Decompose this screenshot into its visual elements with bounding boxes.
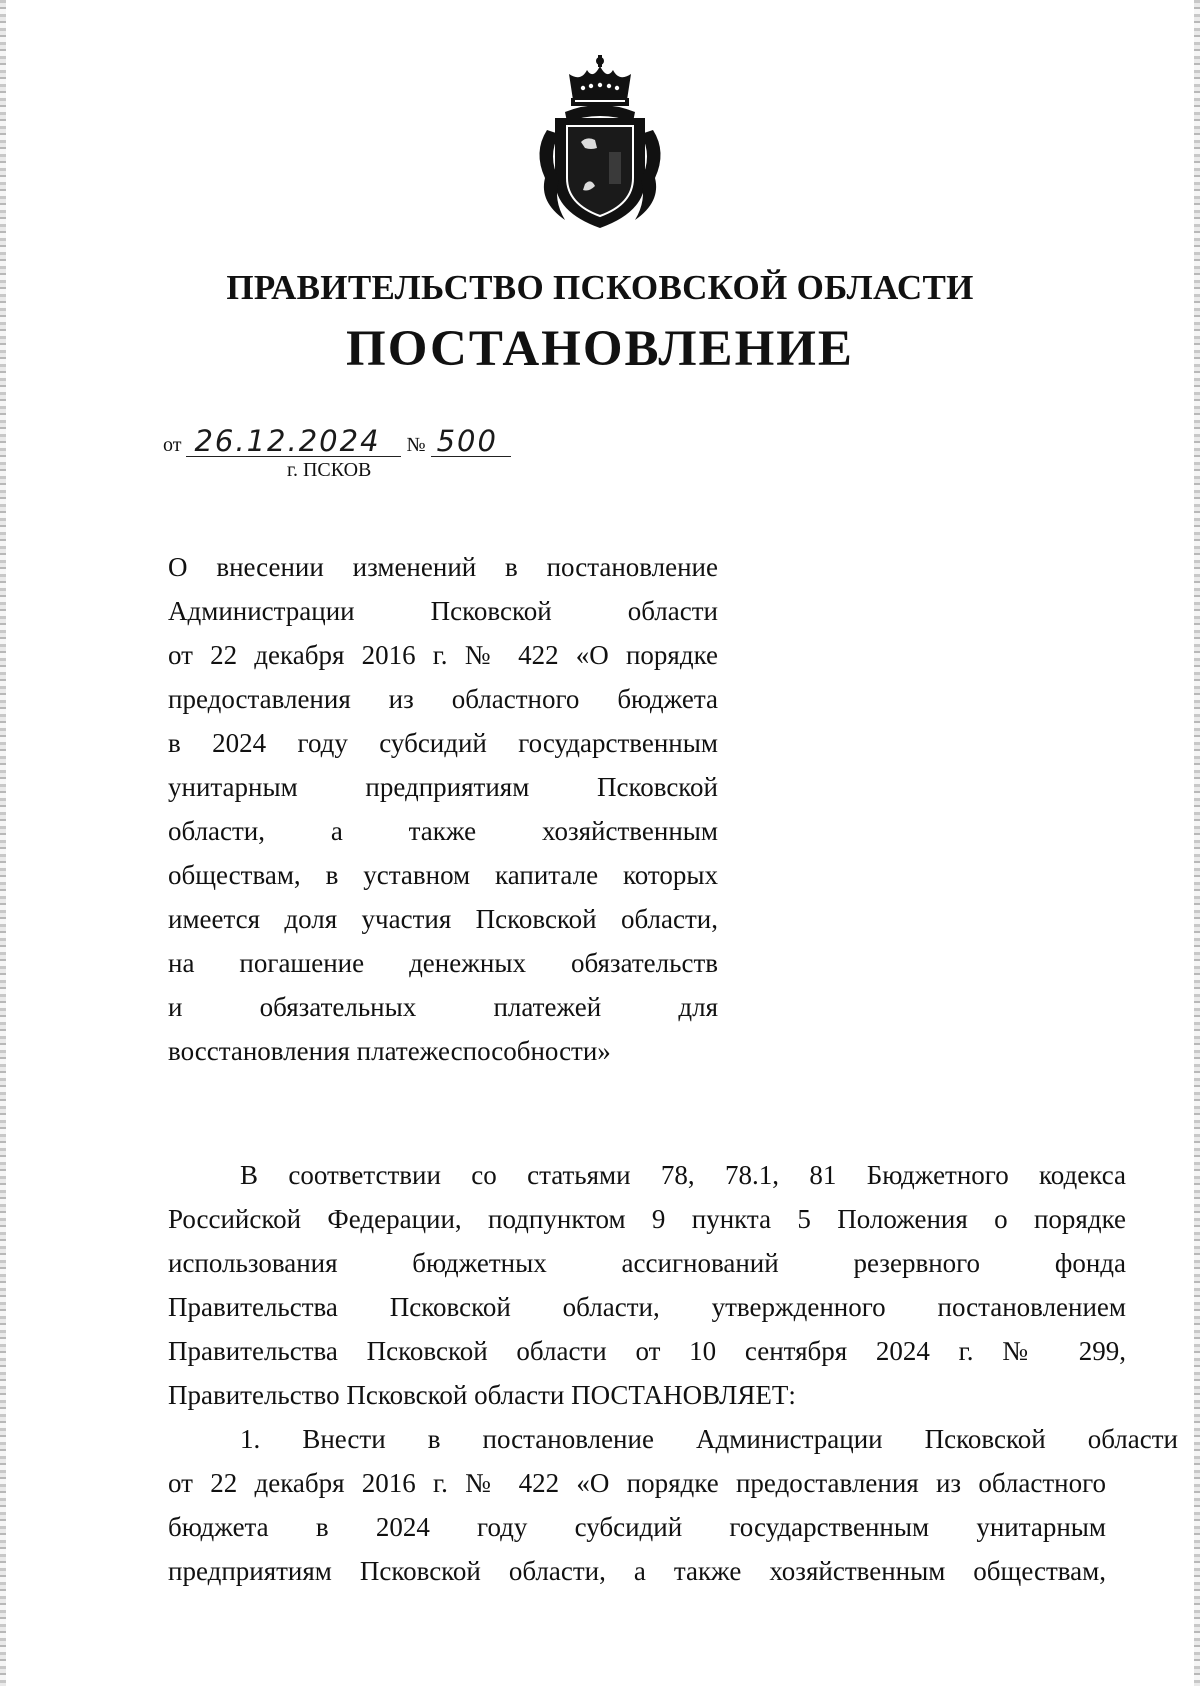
subject-line: обществам, в уставном капитале которых (168, 860, 718, 890)
subject-line: предоставления из областного бюджета (168, 684, 718, 714)
handwritten-number: 500 (431, 426, 511, 457)
subject-block (168, 545, 718, 1073)
body-line: использования бюджетных ассигнований резервного фонда (168, 1248, 1126, 1278)
number-label: № (406, 434, 426, 456)
scan-edge-right (1194, 0, 1200, 1686)
subject-line: О внесении изменений в постановление (168, 552, 718, 582)
body-line: предприятиям Псковской области, а также хозяйственным обществам, (168, 1556, 1106, 1586)
government-title: ПРАВИТЕЛЬСТВО ПСКОВСКОЙ ОБЛАСТИ (226, 268, 974, 307)
subject-line: на погашение денежных обязательств (168, 948, 718, 978)
body-line: В соответствии со статьями 78, 78.1, 81 Бюджетного кодекса (240, 1160, 1126, 1190)
body-line: Правительства Псковской области, утвержденного постановлением (168, 1292, 1126, 1322)
document-type-title: ПОСТАНОВЛЕНИЕ (346, 321, 854, 377)
from-label: от (163, 434, 182, 456)
coat-of-arms-icon (525, 52, 675, 234)
subject-line: имеется доля участия Псковской области, (168, 904, 718, 934)
scan-edge-left (0, 0, 6, 1686)
subject-line: области, а также хозяйственным (168, 816, 718, 846)
body-line: 1. Внести в постановление Администрации Псковской области (240, 1424, 1178, 1454)
body-line: бюджета в 2024 году субсидий государственным унитарным (168, 1512, 1106, 1542)
subject-line: в 2024 году субсидий государственным (168, 728, 718, 758)
body-text (168, 1153, 1178, 1593)
handwritten-date: 26.12.2024 (186, 426, 401, 457)
subject-line: и обязательных платежей для (168, 992, 718, 1022)
subject-line: унитарным предприятиям Псковской (168, 772, 718, 802)
registration-line (163, 426, 511, 457)
body-line: Российской Федерации, подпунктом 9 пункта 5 Положения о порядке (168, 1204, 1126, 1234)
city-label: г. ПСКОВ (287, 459, 372, 481)
body-line: Правительства Псковской области от 10 сентября 2024 г. № 299, (168, 1336, 1126, 1366)
subject-line: Администрации Псковской области (168, 596, 718, 626)
subject-line: от 22 декабря 2016 г. № 422 «О порядке (168, 640, 718, 670)
subject-line: восстановления платежеспособности» (168, 1036, 611, 1066)
body-line: Правительство Псковской области ПОСТАНОВЛЯЕТ: (168, 1380, 796, 1410)
body-line: от 22 декабря 2016 г. № 422 «О порядке предоставления из областного (168, 1468, 1106, 1498)
